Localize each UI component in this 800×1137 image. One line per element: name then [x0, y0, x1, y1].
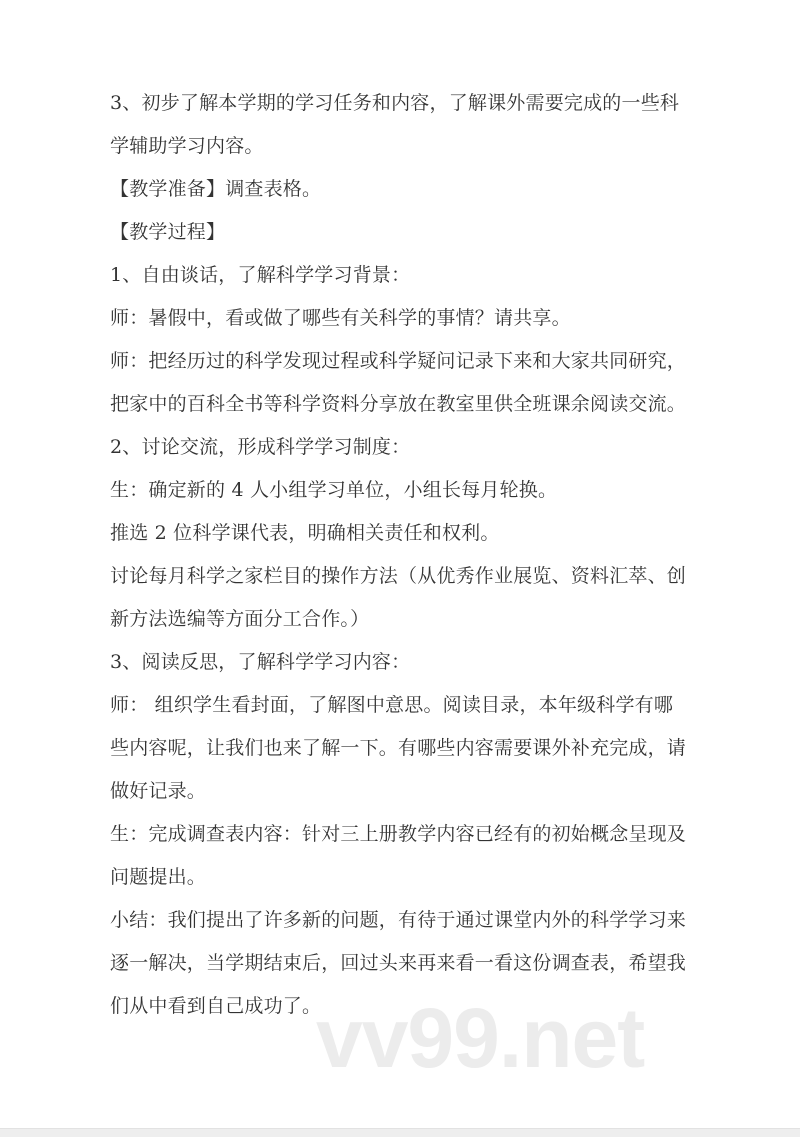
- text-line: 【教学过程】: [110, 221, 226, 243]
- text-line: 1、自由谈话，了解科学学习背景：: [110, 264, 411, 286]
- text-line: 3、阅读反思，了解科学学习内容：: [110, 651, 411, 673]
- text-line: 推选 2 位科学课代表，明确相关责任和权利。: [110, 522, 500, 544]
- text-line: 问题提出。: [110, 866, 207, 888]
- text-line: 2、讨论交流，形成科学学习制度：: [110, 436, 411, 458]
- text-line: 生：完成调查表内容：针对三上册教学内容已经有的初始概念呈现及: [110, 823, 687, 845]
- text-line: 新方法选编等方面分工合作。）: [110, 608, 370, 630]
- text-line: 们从中看到自己成功了。: [110, 995, 322, 1017]
- text-line: 把家中的百科全书等科学资料分享放在教室里供全班课余阅读交流。: [110, 393, 687, 415]
- text-line: 讨论每月科学之家栏目的操作方法（从优秀作业展览、资料汇萃、创: [110, 565, 687, 587]
- text-line: 师： 组织学生看封面，了解图中意思。阅读目录，本年级科学有哪: [110, 694, 674, 716]
- text-line: 3、初步了解本学期的学习任务和内容，了解课外需要完成的一些科: [110, 92, 680, 114]
- watermark: vv99.net: [316, 991, 645, 1085]
- text-line: 师：暑假中，看或做了哪些有关科学的事情？请共享。: [110, 307, 571, 329]
- text-line: 师：把经历过的科学发现过程或科学疑问记录下来和大家共同研究，: [110, 350, 687, 372]
- text-line: 学辅助学习内容。: [110, 135, 264, 157]
- text-line: 些内容呢，让我们也来了解一下。有哪些内容需要课外补充完成，请: [110, 737, 687, 759]
- text-line: 生：确定新的 4 人小组学习单位，小组长每月轮换。: [110, 479, 558, 501]
- text-line: 做好记录。: [110, 780, 207, 802]
- text-line: 小结：我们提出了许多新的问题，有待于通过课堂内外的科学学习来: [110, 909, 687, 931]
- document-body: [110, 82, 710, 1028]
- text-line: 逐一解决，当学期结束后，回过头来再来看一看这份调查表，希望我: [110, 952, 687, 974]
- text-line: 【教学准备】调查表格。: [110, 178, 322, 200]
- page-bottom-edge: [0, 1128, 800, 1137]
